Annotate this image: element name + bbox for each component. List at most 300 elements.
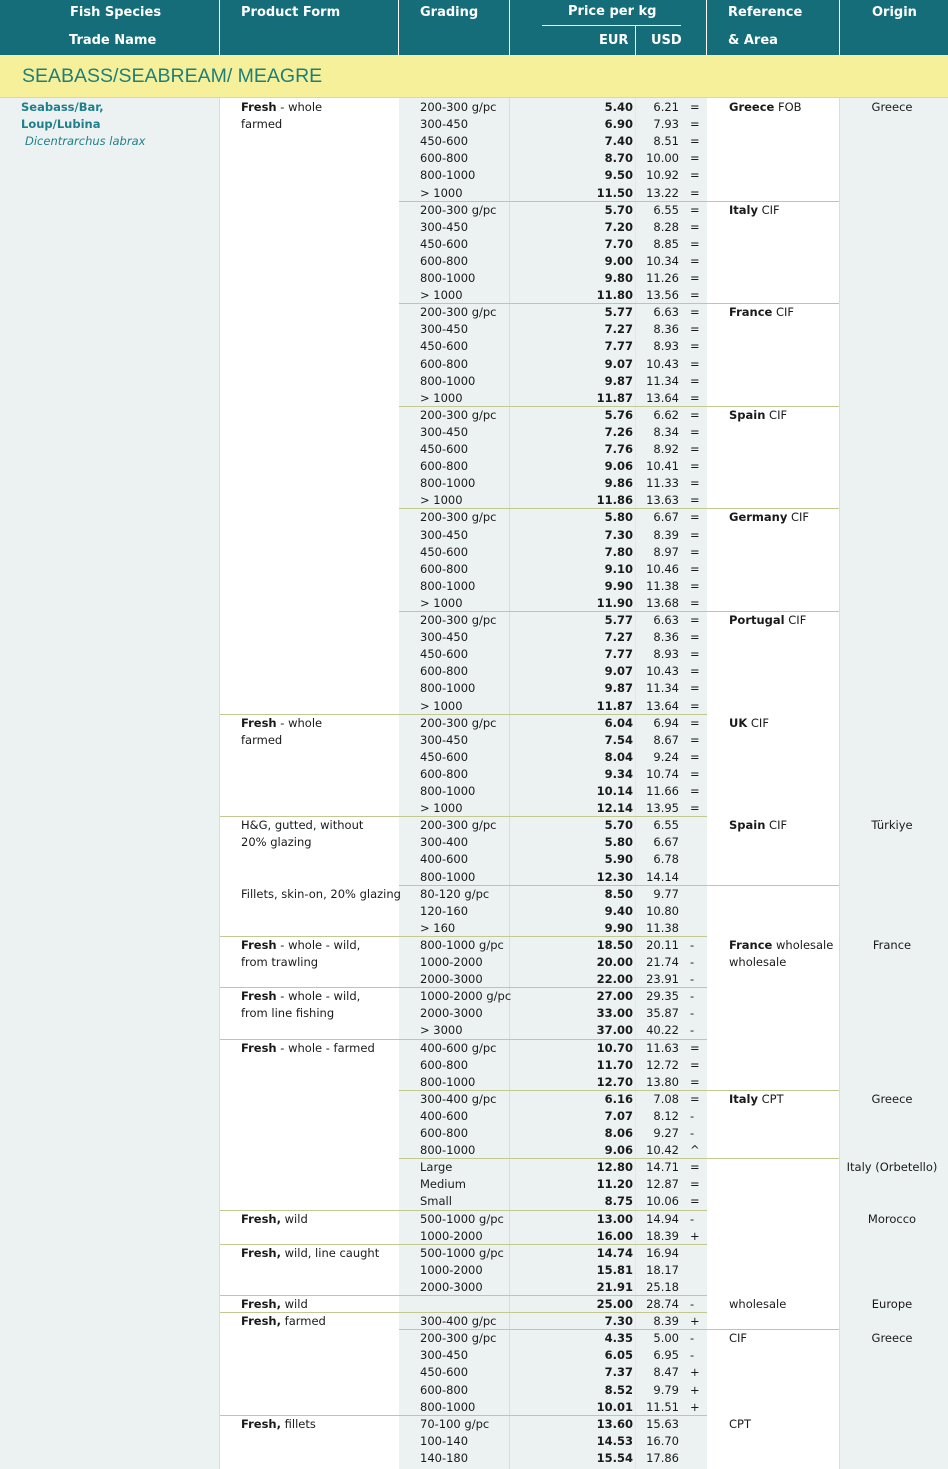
grading-cell: 300-450: [420, 117, 469, 131]
grading-cell: 80-120 g/pc: [420, 887, 490, 901]
price-change-indicator: =: [690, 305, 700, 319]
price-eur-cell: 4.35: [604, 1331, 633, 1345]
price-usd-cell: 6.63: [653, 613, 679, 627]
price-usd-cell: 23.91: [646, 972, 679, 986]
price-usd-cell: 11.38: [646, 921, 679, 935]
price-eur-cell: 27.00: [596, 989, 633, 1003]
product-form-text: wild: [281, 1212, 308, 1226]
grading-cell: 400-600 g/pc: [420, 1041, 497, 1055]
price-usd-cell: 20.11: [646, 938, 679, 952]
price-eur-cell: 12.14: [596, 801, 633, 815]
price-eur-cell: 7.70: [604, 237, 633, 251]
price-usd-cell: 8.85: [653, 237, 679, 251]
grading-cell: > 1000: [420, 493, 463, 507]
price-change-indicator: =: [690, 664, 700, 678]
grading-cell: 600-800: [420, 664, 469, 678]
price-eur-cell: 9.87: [604, 374, 633, 388]
reference-bold: UK: [729, 716, 748, 730]
header-trade-name: Trade Name: [69, 33, 157, 48]
price-usd-cell: 7.08: [653, 1092, 679, 1106]
price-eur-cell: 11.90: [596, 596, 633, 610]
reference-label: [729, 715, 769, 732]
product-form-text: - whole: [276, 100, 323, 114]
grading-cell: 300-450: [420, 630, 469, 644]
price-change-indicator: =: [690, 784, 700, 798]
price-usd-cell: 9.24: [653, 750, 679, 764]
section-title: SEABASS/SEABREAM/ MEAGRE: [0, 55, 948, 98]
price-change-indicator: =: [690, 801, 700, 815]
price-eur-cell: 9.07: [604, 664, 633, 678]
species-latin-name: Dicentrarchus labrax: [25, 134, 146, 148]
price-usd-cell: 6.63: [653, 305, 679, 319]
product-form-label: [241, 1296, 308, 1313]
reference-bold: Greece: [729, 100, 775, 114]
product-form-label: [241, 886, 401, 903]
price-change-indicator: +: [690, 1365, 700, 1379]
price-usd-cell: 18.17: [646, 1263, 679, 1277]
grading-cell: Small: [420, 1194, 452, 1208]
price-usd-cell: 8.34: [653, 425, 679, 439]
price-usd-cell: 13.80: [646, 1075, 679, 1089]
product-form-line2: from trawling: [241, 955, 319, 969]
price-change-indicator: =: [690, 1177, 700, 1191]
product-form-text: H&G, gutted, without: [241, 818, 364, 832]
price-change-indicator: =: [690, 613, 700, 627]
price-eur-cell: 5.90: [604, 852, 633, 866]
product-form-bold: Fresh,: [241, 1297, 281, 1311]
species-name-line2: Loup/Lubina: [21, 117, 101, 131]
grading-cell: 450-600: [420, 134, 469, 148]
price-change-indicator: =: [690, 579, 700, 593]
header-product-form: Product Form: [241, 5, 341, 20]
origin-label: Greece: [871, 100, 913, 114]
grading-cell: 200-300 g/pc: [420, 613, 497, 627]
price-usd-cell: 6.94: [653, 716, 679, 730]
reference-label: [729, 1296, 786, 1313]
price-usd-cell: 10.43: [646, 664, 679, 678]
grading-cell: 450-600: [420, 442, 469, 456]
grading-cell: 300-400 g/pc: [420, 1092, 497, 1106]
grading-cell: 200-300 g/pc: [420, 305, 497, 319]
price-usd-cell: 10.74: [646, 767, 679, 781]
price-change-indicator: =: [690, 271, 700, 285]
header-price-cell: [510, 0, 707, 55]
price-usd-cell: 10.92: [646, 168, 679, 182]
column-divider: [219, 98, 220, 1469]
price-eur-cell: 5.77: [604, 305, 633, 319]
price-change-indicator: -: [690, 972, 695, 986]
header-area: & Area: [728, 33, 778, 48]
price-eur-cell: 33.00: [596, 1006, 633, 1020]
grading-cell: 200-300 g/pc: [420, 203, 497, 217]
price-change-indicator: =: [690, 220, 700, 234]
price-change-indicator: =: [690, 339, 700, 353]
grading-cell: 2000-3000: [420, 1006, 483, 1020]
grading-cell: 800-1000: [420, 168, 476, 182]
price-eur-cell: 16.00: [596, 1229, 633, 1243]
price-usd-cell: 21.74: [646, 955, 679, 969]
grading-cell: 800-1000: [420, 1143, 476, 1157]
price-change-indicator: -: [690, 938, 695, 952]
price-change-indicator: =: [690, 699, 700, 713]
reference-bold: Spain: [729, 408, 766, 422]
species-name-line1: Seabass/Bar,: [21, 100, 104, 114]
grading-cell: 100-140: [420, 1434, 469, 1448]
grading-cell: 140-180: [420, 1451, 469, 1465]
grading-cell: 2000-3000: [420, 972, 483, 986]
price-eur-cell: 6.16: [604, 1092, 633, 1106]
price-usd-cell: 13.64: [646, 699, 679, 713]
grading-cell: 500-1000 g/pc: [420, 1212, 504, 1226]
product-form-label: [241, 99, 322, 116]
header-price-per-kg: Price per kg: [568, 4, 657, 19]
header-fish-species: Fish Species: [70, 5, 162, 20]
price-usd-cell: 14.94: [646, 1212, 679, 1226]
grading-cell: 800-1000: [420, 1400, 476, 1414]
product-form-label: [241, 1211, 308, 1228]
price-usd-cell: 8.28: [653, 220, 679, 234]
product-form-line2: farmed: [241, 733, 283, 747]
product-form-text: - whole - farmed: [276, 1041, 375, 1055]
price-usd-cell: 15.63: [646, 1417, 679, 1431]
grading-cell: 450-600: [420, 750, 469, 764]
reference-text: CPT: [757, 1092, 784, 1106]
price-eur-cell: 14.53: [596, 1434, 633, 1448]
price-change-indicator: -: [690, 989, 695, 1003]
reference-label: [729, 612, 806, 629]
product-form-label: [241, 1040, 375, 1057]
product-form-text: fillets: [281, 1417, 316, 1431]
price-change-indicator: =: [690, 408, 700, 422]
price-eur-cell: 7.37: [604, 1365, 633, 1379]
price-usd-cell: 40.22: [646, 1023, 679, 1037]
price-eur-cell: 9.07: [604, 357, 633, 371]
price-eur-cell: 11.87: [596, 391, 633, 405]
grading-cell: 200-300 g/pc: [420, 408, 497, 422]
price-change-indicator: =: [690, 203, 700, 217]
price-change-indicator: -: [690, 1023, 695, 1037]
price-eur-cell: 7.77: [604, 647, 633, 661]
product-form-text: farmed: [281, 1314, 326, 1328]
reference-label: [729, 817, 787, 834]
price-eur-cell: 9.00: [604, 254, 633, 268]
grading-cell: 600-800: [420, 1383, 469, 1397]
price-usd-cell: 12.72: [646, 1058, 679, 1072]
header-fish-species-cell: [0, 0, 220, 55]
price-usd-cell: 10.80: [646, 904, 679, 918]
price-usd-cell: 6.78: [653, 852, 679, 866]
price-usd-cell: 11.66: [646, 784, 679, 798]
header-grading-cell: [399, 0, 510, 55]
grading-cell: 1000-2000: [420, 1229, 483, 1243]
price-eur-cell: 9.86: [604, 476, 633, 490]
reference-text: wholesale: [729, 1297, 787, 1311]
price-eur-cell: 5.80: [604, 835, 633, 849]
product-form-line2: from line fishing: [241, 1006, 335, 1020]
price-eur-cell: 7.54: [604, 733, 633, 747]
price-eur-cell: 11.86: [596, 493, 633, 507]
product-form-text: - whole - wild,: [276, 938, 361, 952]
price-usd-cell: 11.34: [646, 374, 679, 388]
reference-label: [729, 1091, 784, 1108]
price-usd-cell: 8.12: [653, 1109, 679, 1123]
price-change-indicator: +: [690, 1383, 700, 1397]
price-change-indicator: =: [690, 1041, 700, 1055]
reference-label: [729, 202, 780, 219]
price-change-indicator: -: [690, 1348, 695, 1362]
price-usd-cell: 5.00: [653, 1331, 679, 1345]
price-change-indicator: =: [690, 288, 700, 302]
price-usd-cell: 13.63: [646, 493, 679, 507]
grading-cell: 400-600: [420, 852, 469, 866]
reference-text: CPT: [729, 1417, 751, 1431]
price-eur-cell: 9.80: [604, 271, 633, 285]
price-eur-cell: 12.80: [596, 1160, 633, 1174]
price-eur-cell: 5.40: [604, 100, 633, 114]
reference-line2: wholesale: [729, 955, 787, 969]
product-form-text: Fillets, skin-on, 20% glazing: [241, 887, 401, 901]
price-eur-cell: 5.76: [604, 408, 633, 422]
grading-cell: > 1000: [420, 186, 463, 200]
grading-cell: 300-400: [420, 835, 469, 849]
price-change-indicator: =: [690, 1075, 700, 1089]
product-form-text: wild, line caught: [281, 1246, 380, 1260]
grading-cell: 800-1000: [420, 271, 476, 285]
reference-bold: Italy: [729, 203, 758, 217]
grading-cell: 800-1000: [420, 870, 476, 884]
price-change-indicator: =: [690, 134, 700, 148]
price-change-indicator: -: [690, 1006, 695, 1020]
reference-text: CIF: [765, 408, 788, 422]
price-usd-cell: 11.38: [646, 579, 679, 593]
product-form-bold: Fresh: [241, 716, 277, 730]
price-usd-cell: 6.67: [653, 510, 679, 524]
grading-cell: Large: [420, 1160, 453, 1174]
header-eur: EUR: [599, 33, 629, 48]
price-eur-cell: 6.90: [604, 117, 633, 131]
price-usd-cell: 6.95: [653, 1348, 679, 1362]
price-usd-cell: 8.67: [653, 733, 679, 747]
grading-cell: > 3000: [420, 1023, 463, 1037]
origin-label: Greece: [871, 1331, 913, 1345]
price-eur-cell: 9.90: [604, 579, 633, 593]
price-change-indicator: =: [690, 322, 700, 336]
price-change-indicator: =: [690, 562, 700, 576]
price-eur-cell: 11.80: [596, 288, 633, 302]
price-eur-cell: 9.87: [604, 681, 633, 695]
price-usd-cell: 14.14: [646, 870, 679, 884]
product-form-bold: Fresh: [241, 1041, 277, 1055]
grading-cell: 200-300 g/pc: [420, 818, 497, 832]
product-form-label: [241, 988, 360, 1005]
price-change-indicator: ^: [690, 1143, 700, 1157]
price-eur-cell: 8.70: [604, 151, 633, 165]
grading-cell: 800-1000: [420, 476, 476, 490]
origin-label: France: [872, 938, 912, 952]
grading-cell: 600-800: [420, 1058, 469, 1072]
price-eur-cell: 9.06: [604, 459, 633, 473]
price-eur-cell: 7.20: [604, 220, 633, 234]
price-eur-cell: 11.50: [596, 186, 633, 200]
grading-cell: 500-1000 g/pc: [420, 1246, 504, 1260]
reference-text: CIF: [772, 305, 795, 319]
price-change-indicator: =: [690, 476, 700, 490]
grading-cell: 1000-2000: [420, 955, 483, 969]
reference-label: [729, 937, 833, 954]
price-eur-cell: 37.00: [596, 1023, 633, 1037]
product-form-text: wild: [281, 1297, 308, 1311]
price-usd-cell: 25.18: [646, 1280, 679, 1294]
price-usd-cell: 10.43: [646, 357, 679, 371]
price-change-indicator: =: [690, 357, 700, 371]
price-eur-cell: 8.04: [604, 750, 633, 764]
price-eur-cell: 10.01: [596, 1400, 633, 1414]
price-usd-cell: 11.51: [646, 1400, 679, 1414]
price-change-indicator: =: [690, 1058, 700, 1072]
grading-cell: 800-1000 g/pc: [420, 938, 504, 952]
price-usd-cell: 13.68: [646, 596, 679, 610]
product-form-bold: Fresh,: [241, 1246, 281, 1260]
origin-label: Morocco: [867, 1212, 917, 1226]
price-usd-cell: 8.93: [653, 647, 679, 661]
grading-cell: 70-100 g/pc: [420, 1417, 490, 1431]
price-eur-cell: 22.00: [596, 972, 633, 986]
origin-label: Europe: [871, 1297, 913, 1311]
price-usd-cell: 8.39: [653, 528, 679, 542]
header-grading: Grading: [420, 5, 479, 20]
price-eur-cell: 10.14: [596, 784, 633, 798]
price-change-indicator: =: [690, 716, 700, 730]
grading-cell: 600-800: [420, 562, 469, 576]
price-eur-cell: 5.70: [604, 203, 633, 217]
price-change-indicator: +: [690, 1314, 700, 1328]
grading-cell: > 160: [420, 921, 456, 935]
price-eur-cell: 8.52: [604, 1383, 633, 1397]
price-eur-cell: 25.00: [596, 1297, 633, 1311]
price-eur-cell: 13.60: [596, 1417, 633, 1431]
grading-cell: > 1000: [420, 801, 463, 815]
price-usd-cell: 10.41: [646, 459, 679, 473]
product-form-text: - whole: [276, 716, 323, 730]
grading-cell: 300-450: [420, 1348, 469, 1362]
grading-cell: 200-300 g/pc: [420, 100, 497, 114]
price-change-indicator: =: [690, 254, 700, 268]
reference-text: CIF: [784, 613, 807, 627]
grading-cell: Medium: [420, 1177, 466, 1191]
price-usd-cell: 10.46: [646, 562, 679, 576]
header-reference: Reference: [728, 5, 803, 20]
price-eur-cell: 7.80: [604, 545, 633, 559]
price-usd-cell: 9.27: [653, 1126, 679, 1140]
grading-cell: 300-450: [420, 528, 469, 542]
price-change-indicator: -: [690, 955, 695, 969]
grading-cell: 450-600: [420, 545, 469, 559]
reference-label: [729, 99, 802, 116]
header-currency-divider: [635, 26, 636, 55]
price-usd-cell: 11.33: [646, 476, 679, 490]
grading-cell: 300-450: [420, 425, 469, 439]
grading-cell: 600-800: [420, 357, 469, 371]
grading-cell: 200-300 g/pc: [420, 1331, 497, 1345]
grading-cell: 1000-2000 g/pc: [420, 989, 512, 1003]
grading-cell: 600-800: [420, 767, 469, 781]
price-usd-cell: 14.71: [646, 1160, 679, 1174]
price-usd-cell: 13.64: [646, 391, 679, 405]
grading-cell: 2000-3000: [420, 1280, 483, 1294]
price-usd-cell: 8.36: [653, 322, 679, 336]
grading-cell: 800-1000: [420, 1075, 476, 1089]
price-usd-cell: 12.87: [646, 1177, 679, 1191]
origin-label: Türkiye: [871, 818, 913, 832]
price-eur-cell: 8.06: [604, 1126, 633, 1140]
header-reference-cell: [707, 0, 840, 55]
grading-cell: 600-800: [420, 151, 469, 165]
price-eur-cell: 9.90: [604, 921, 633, 935]
grading-cell: 450-600: [420, 237, 469, 251]
price-eur-cell: 5.70: [604, 818, 633, 832]
price-usd-cell: 10.00: [646, 151, 679, 165]
price-eur-cell: 7.76: [604, 442, 633, 456]
reference-text: CIF: [729, 1331, 748, 1345]
price-usd-cell: 9.79: [653, 1383, 679, 1397]
grading-cell: > 1000: [420, 596, 463, 610]
price-usd-cell: 9.77: [653, 887, 679, 901]
price-eur-cell: 7.40: [604, 134, 633, 148]
reference-label: [729, 509, 809, 526]
grading-cell: 300-450: [420, 733, 469, 747]
price-change-indicator: =: [690, 442, 700, 456]
price-eur-cell: 12.30: [596, 870, 633, 884]
price-usd-cell: 10.42: [646, 1143, 679, 1157]
grading-cell: 800-1000: [420, 579, 476, 593]
price-change-indicator: =: [690, 391, 700, 405]
price-usd-cell: 8.36: [653, 630, 679, 644]
product-form-label: [241, 1416, 316, 1433]
price-change-indicator: =: [690, 186, 700, 200]
price-change-indicator: -: [690, 1109, 695, 1123]
price-eur-cell: 7.77: [604, 339, 633, 353]
header-product-form-cell: [220, 0, 399, 55]
product-form-bold: Fresh: [241, 938, 277, 952]
price-eur-cell: 7.27: [604, 322, 633, 336]
grading-cell: 800-1000: [420, 784, 476, 798]
reference-text: wholesale: [772, 938, 834, 952]
column-divider: [839, 98, 840, 1469]
grading-cell: > 1000: [420, 391, 463, 405]
reference-label: [729, 1330, 747, 1347]
table-body: [0, 98, 948, 1469]
price-eur-cell: 11.87: [596, 699, 633, 713]
product-form-bold: Fresh,: [241, 1212, 281, 1226]
price-eur-cell: 20.00: [596, 955, 633, 969]
price-usd-cell: 11.26: [646, 271, 679, 285]
price-change-indicator: =: [690, 1160, 700, 1174]
product-form-label: [241, 937, 360, 954]
header-origin-cell: [840, 0, 948, 55]
price-change-indicator: =: [690, 733, 700, 747]
price-change-indicator: =: [690, 117, 700, 131]
product-form-text: - whole - wild,: [276, 989, 361, 1003]
price-usd-cell: 13.56: [646, 288, 679, 302]
grading-cell: 600-800: [420, 459, 469, 473]
price-usd-cell: 10.34: [646, 254, 679, 268]
price-eur-cell: 5.77: [604, 613, 633, 627]
price-change-indicator: -: [690, 1297, 695, 1311]
product-form-bold: Fresh,: [241, 1314, 281, 1328]
price-eur-cell: 9.34: [604, 767, 633, 781]
grading-cell: 400-600: [420, 1109, 469, 1123]
reference-bold: Germany: [729, 510, 788, 524]
